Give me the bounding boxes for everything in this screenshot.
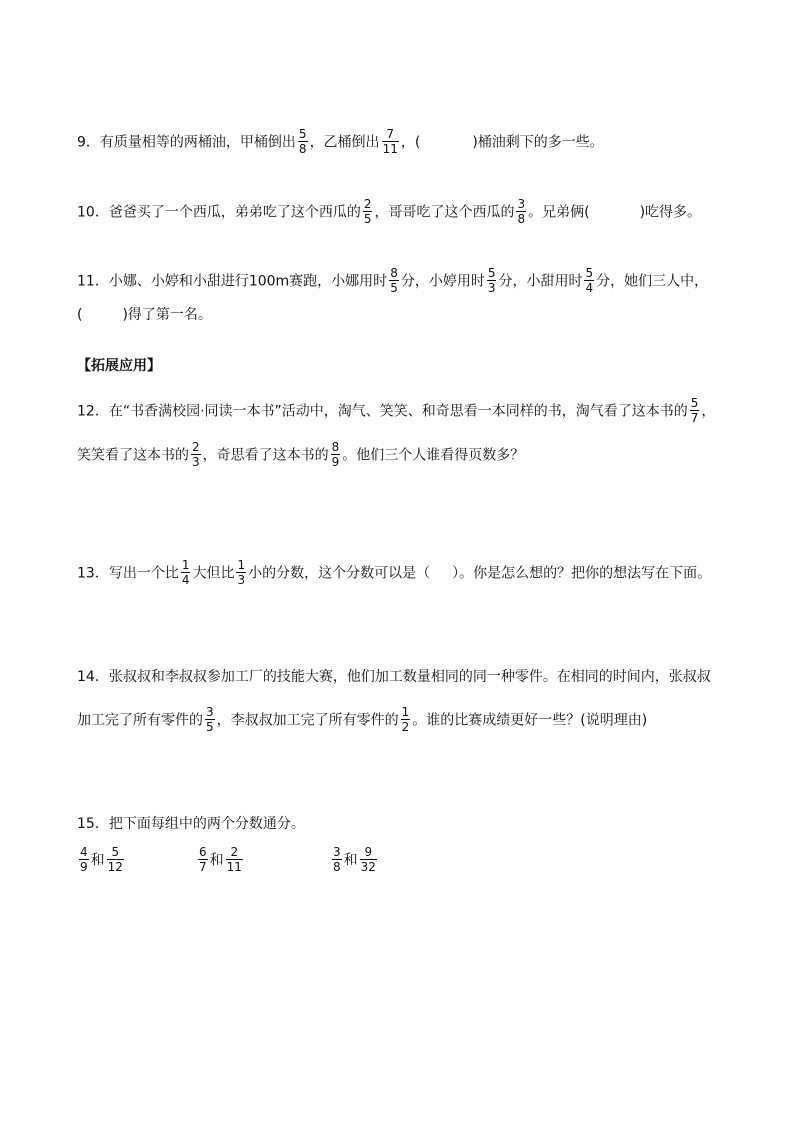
numerator: 2: [192, 440, 200, 454]
q14-text-pre2: 加工完了所有零件的: [77, 712, 203, 729]
q14-fraction-2: [401, 706, 411, 733]
q15-g2-fraction-b: [226, 846, 243, 873]
denominator: 3: [237, 573, 246, 587]
numerator: 9: [364, 845, 373, 859]
numerator: 5: [298, 127, 307, 141]
q11-text-mid1: 分，小婷用时: [400, 273, 485, 290]
q15-group-2: [196, 847, 245, 874]
q9-text-mid: ，乙桶倒出: [309, 134, 380, 151]
question-11: [77, 268, 708, 295]
numerator: 5: [111, 845, 120, 859]
q11-answer-open: (: [77, 307, 83, 323]
denominator: 11: [382, 142, 398, 156]
q11-fraction-1: [389, 267, 399, 294]
q15-g3-and: 和: [343, 852, 358, 869]
q15-g1-fraction-a: [79, 846, 89, 873]
q9-fraction-1: [298, 128, 308, 155]
numerator: 8: [390, 266, 398, 280]
numerator: 3: [517, 197, 526, 211]
q11-answer-close: )得了第一名。: [122, 307, 212, 323]
q13-text-end: 小的分数，这个分数可以是（: [248, 565, 431, 582]
denominator: 7: [199, 860, 207, 874]
q14-text-mid: ，李叔叔加工完了所有零件的: [216, 712, 399, 729]
q10-fraction-1: [363, 198, 373, 225]
denominator: 4: [181, 573, 190, 587]
denominator: 3: [192, 455, 200, 469]
q11-fraction-2: [487, 267, 497, 294]
denominator: 11: [226, 860, 242, 874]
numerator: 6: [199, 845, 207, 859]
q10-answer-open: 。兄弟俩(: [528, 204, 590, 221]
q10-answer-close: )吃得多。: [639, 204, 702, 221]
numerator: 7: [386, 127, 395, 141]
q15-g2-fraction-a: [198, 846, 208, 873]
q15-g1-and: 和: [90, 852, 105, 869]
q11-text-mid2: 分，小甜用时: [498, 273, 583, 290]
denominator: 7: [690, 411, 699, 425]
question-9: [77, 129, 604, 156]
q11-fraction-3: [584, 267, 594, 294]
numerator: 5: [690, 396, 699, 410]
q15-g3-fraction-a: [332, 846, 342, 873]
q12-fraction-3: [331, 441, 341, 468]
denominator: 32: [360, 860, 376, 874]
q15-g2-and: 和: [209, 852, 224, 869]
q12-fraction-1: [690, 397, 700, 424]
numerator: 5: [585, 266, 594, 280]
denominator: 3: [487, 281, 496, 295]
q9-text-pre: 9．有质量相等的两桶油，甲桶倒出: [77, 134, 296, 151]
numerator: 5: [487, 266, 496, 280]
denominator: 8: [298, 142, 307, 156]
denominator: 8: [517, 212, 526, 226]
denominator: 4: [585, 281, 594, 295]
q12-text-pre: 12．在“书香满校园·同读一本书”活动中，淘气、笑笑、和奇思看一本同样的书，淘气看了这本书的: [77, 403, 688, 420]
q10-text-mid: ，哥哥吃了这个西瓜的: [374, 204, 515, 221]
denominator: 5: [206, 720, 214, 734]
q13-text-close: ）。你是怎么想的？把你的想法写在下面。: [452, 565, 712, 582]
q12-fraction-2: [191, 441, 201, 468]
question-14: 14．张叔叔和李叔叔参加工厂的技能大赛，他们加工数量相同的同一种零件。在相同的时间内，张叔叔: [77, 669, 711, 685]
denominator: 9: [80, 860, 88, 874]
q13-text-mid: 大但比: [192, 565, 235, 582]
numerator: 3: [206, 705, 214, 719]
numerator: 2: [363, 197, 372, 211]
q11-text-end: 分，她们三人中，: [596, 273, 709, 290]
q9-answer-close: )桶油剩下的多一些。: [472, 134, 604, 151]
numerator: 1: [181, 558, 190, 572]
denominator: 5: [390, 281, 398, 295]
denominator: 2: [401, 720, 410, 734]
denominator: 5: [363, 212, 372, 226]
q13-fraction-1: [181, 559, 191, 586]
numerator: 1: [237, 558, 246, 572]
numerator: 8: [331, 440, 340, 454]
q13-fraction-2: [236, 559, 246, 586]
q9-answer-open: ，(: [400, 134, 421, 151]
q15-group-1: [77, 847, 126, 874]
q15-group-3: [330, 847, 379, 874]
numerator: 1: [401, 705, 410, 719]
q12-text-end2: 。他们三个人谁看得页数多？: [342, 447, 525, 464]
q15-g3-fraction-b: [360, 846, 377, 873]
question-15: 15．把下面每组中的两个分数通分。: [77, 816, 305, 832]
q9-fraction-2: [382, 128, 399, 155]
denominator: 9: [331, 455, 340, 469]
q12-text-mid: ，奇思看了这本书的: [202, 447, 329, 464]
q12-text-end1: ，: [701, 403, 716, 420]
denominator: 12: [107, 860, 123, 874]
question-12-line2: [77, 442, 524, 469]
numerator: 2: [230, 845, 239, 859]
question-11-line2: [77, 308, 212, 322]
section-title: 【拓展应用】: [77, 358, 161, 374]
q13-text-pre: 13．写出一个比: [77, 565, 179, 582]
q11-text-pre: 11．小娜、小婷和小甜进行100m赛跑，小娜用时: [77, 273, 388, 290]
numerator: 4: [80, 845, 88, 859]
numerator: 3: [333, 845, 341, 859]
q14-text-end: 。谁的比赛成绩更好一些？(说明理由): [412, 712, 648, 729]
question-13: [77, 560, 711, 587]
denominator: 8: [333, 860, 341, 874]
q15-g1-fraction-b: [107, 846, 124, 873]
question-14-line2: [77, 707, 647, 734]
q10-text-pre: 10．爸爸买了一个西瓜，弟弟吃了这个西瓜的: [77, 204, 361, 221]
question-12: [77, 398, 715, 425]
q10-fraction-2: [516, 198, 526, 225]
question-10: [77, 199, 701, 226]
q12-text-pre2: 笑笑看了这本书的: [77, 447, 189, 464]
q14-fraction-1: [205, 706, 215, 733]
